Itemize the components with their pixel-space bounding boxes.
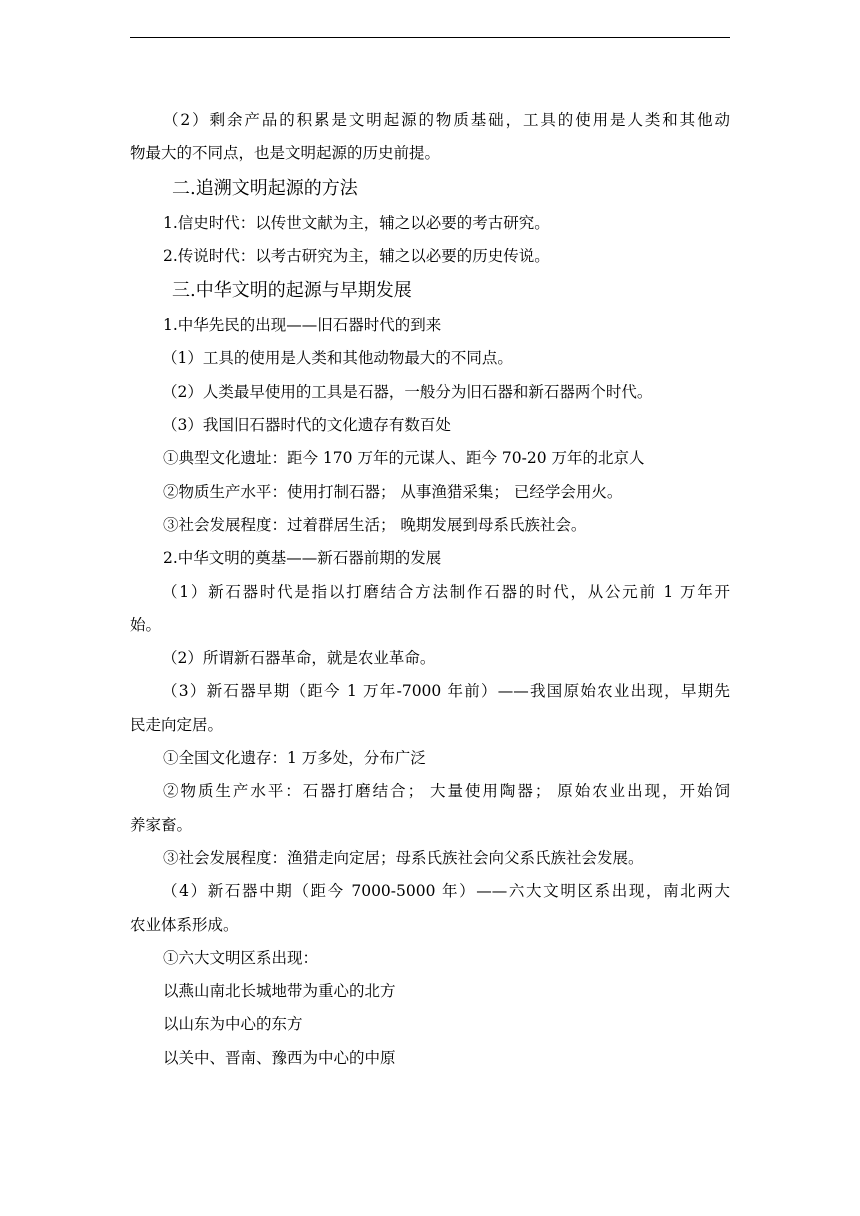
paragraph-line: ①六大文明区系出现： bbox=[163, 948, 319, 967]
paragraph-line: 民走向定居。 bbox=[130, 715, 224, 734]
paragraph-line: ①典型文化遗址：距今 170 万年的元谋人、距今 70-20 万年的北京人 bbox=[163, 449, 645, 468]
paragraph-line: （3）我国旧石器时代的文化遗存有数百处 bbox=[162, 416, 451, 435]
section-heading: 二.追溯文明起源的方法 bbox=[172, 177, 358, 199]
paragraph-line: （2）所谓新石器革命，就是农业革命。 bbox=[162, 649, 436, 668]
paragraph-line: （2）人类最早使用的工具是石器，一般分为旧石器和新石器两个时代。 bbox=[162, 382, 653, 401]
paragraph-line: 以燕山南北长城地带为重心的北方 bbox=[163, 982, 396, 1001]
document-body bbox=[130, 104, 730, 1075]
paragraph-line: ①全国文化遗存：1 万多处，分布广泛 bbox=[163, 749, 426, 768]
paragraph-line: 1.信史时代：以传世文献为主，辅之以必要的考古研究。 bbox=[163, 213, 550, 232]
paragraph-line: 以关中、晋南、豫西为中心的中原 bbox=[163, 1048, 396, 1067]
paragraph-line: ②物质生产水平：石器打磨结合； 大量使用陶器； 原始农业出现，开始饲 bbox=[163, 782, 730, 801]
paragraph-line: （3）新石器早期（距今 1 万年-7000 年前）——我国原始农业出现，早期先 bbox=[162, 682, 730, 701]
paragraph-line: ②物质生产水平：使用打制石器； 从事渔猎采集； 已经学会用火。 bbox=[163, 482, 623, 501]
section-heading: 三.中华文明的起源与早期发展 bbox=[172, 280, 412, 302]
paragraph-line: （1）新石器时代是指以打磨结合方法制作石器的时代，从公元前 1 万年开 bbox=[162, 582, 730, 601]
paragraph-line: 1.中华先民的出现——旧石器时代的到来 bbox=[163, 316, 442, 335]
paragraph-line: 始。 bbox=[130, 615, 162, 634]
paragraph-line: ③社会发展程度：渔猎走向定居；母系氏族社会向父系氏族社会发展。 bbox=[163, 848, 644, 867]
paragraph-line: （4）新石器中期（距今 7000-5000 年）——六大文明区系出现，南北两大 bbox=[162, 882, 730, 901]
paragraph-line: 2.中华文明的奠基——新石器前期的发展 bbox=[163, 549, 442, 568]
paragraph-line: 养家畜。 bbox=[130, 815, 193, 834]
paragraph-line: （2）剩余产品的积累是文明起源的物质基础，工具的使用是人类和其他动 bbox=[163, 111, 730, 129]
paragraph-line: （1）工具的使用是人类和其他动物最大的不同点。 bbox=[162, 349, 513, 368]
paragraph-line: ③社会发展程度：过着群居生活； 晚期发展到母系氏族社会。 bbox=[163, 515, 587, 534]
paragraph-line: 以山东为中心的东方 bbox=[163, 1015, 303, 1034]
paragraph-line: 农业体系形成。 bbox=[130, 915, 239, 934]
header-rule bbox=[130, 37, 730, 38]
paragraph-line: 2.传说时代：以考古研究为主，辅之以必要的历史传说。 bbox=[163, 246, 550, 265]
paragraph-line: 物最大的不同点，也是文明起源的历史前提。 bbox=[130, 144, 441, 163]
